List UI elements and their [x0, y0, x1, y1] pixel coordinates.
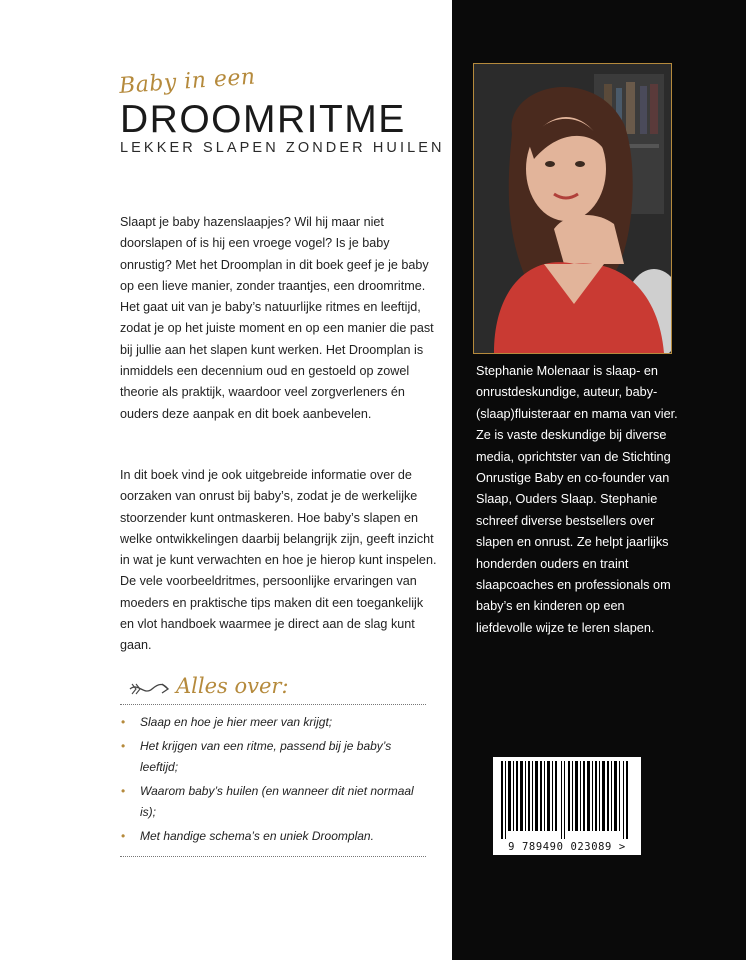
isbn-barcode — [493, 757, 641, 855]
alles-over-list — [120, 712, 430, 849]
author-bio: Stephanie Molenaar is slaap- en onrustdeskundige, auteur, baby-(slaap)fluisteraar en mama van vier. Ze is vaste deskundige bij diverse media, oprichtster van de Stichting Onrustige Baby en co-founder van Slaap, Ouders Slaap. Stephanie schreef diverse bestsellers over slapen en onrust. Ze helpt jaarlijks honderden ouders en traint slaapcoaches en professionals om baby’s en kinderen op een liefdevolle wijze te leren slapen. — [476, 364, 678, 635]
bullet-icon: • — [121, 783, 126, 798]
author-portrait-icon — [474, 64, 671, 353]
dotted-divider-top — [120, 704, 426, 705]
blurb-paragraph-1: Slaapt je baby hazenslaapjes? Wil hij maar niet doorslapen of is hij een vroege vogel? Is je baby onrustig? Met het Droomplan in dit boek geef je je baby op een lieve manier, zonder traantjes, een droomritme. Het gaat uit van je baby’s natuurlijke ritmes en leeftijd, zodat je op het juiste moment en op een manier die past bij jullie aan het slapen kunt werken. Het Droomplan is inmiddels een decennium oud en gestoeld op zowel theorie als praktijk, waardoor veel zorgverleners én ouders deze aanpak en dit boek aanbevelen. — [120, 215, 434, 421]
list-item: • Waarom baby’s huilen (en wanneer dit niet normaal is); — [120, 781, 430, 824]
barcode-icon — [499, 761, 635, 839]
bullet-icon: • — [121, 715, 126, 729]
list-item: • Het krijgen van een ritme, passend bij je baby’s leeftijd; — [120, 736, 430, 779]
arrow-doodle-icon — [128, 678, 172, 700]
author-photo — [473, 63, 672, 354]
book-subtitle: LEKKER SLAPEN ZONDER HUILEN — [120, 140, 445, 156]
book-title: DROOMRITME — [120, 98, 406, 141]
blurb-paragraph-2: In dit boek vind je ook uitgebreide informatie over de oorzaken van onrust bij baby’s, zodat je de werkelijke stoorzender kunt ontmaskeren. Hoe baby’s slapen en welke ontwikkelingen daarbij belangrijk zijn, geeft inzicht in wat je kunt verwachten en hoe je hierop kunt inspelen. De vele voorbeeldritmes, persoonlijke ervaringen van moeders en praktische tips maken dit een toegankelijk en vlot handboek waarmee je direct aan de slag kunt gaan. — [120, 468, 437, 653]
alles-over-heading — [120, 672, 430, 706]
script-title-line: Baby in een — [118, 64, 257, 99]
bullet-icon: • — [121, 828, 126, 843]
alles-over-label: Alles over: — [176, 674, 289, 698]
list-item: • Slaap en hoe je hier meer van krijgt; — [120, 712, 430, 734]
dotted-divider-bottom — [120, 856, 426, 857]
list-item: • Met handige schema’s en uniek Droomplan. — [120, 826, 430, 848]
isbn-number: 9 789490 023089 > — [508, 841, 626, 853]
bullet-icon: • — [121, 738, 126, 753]
